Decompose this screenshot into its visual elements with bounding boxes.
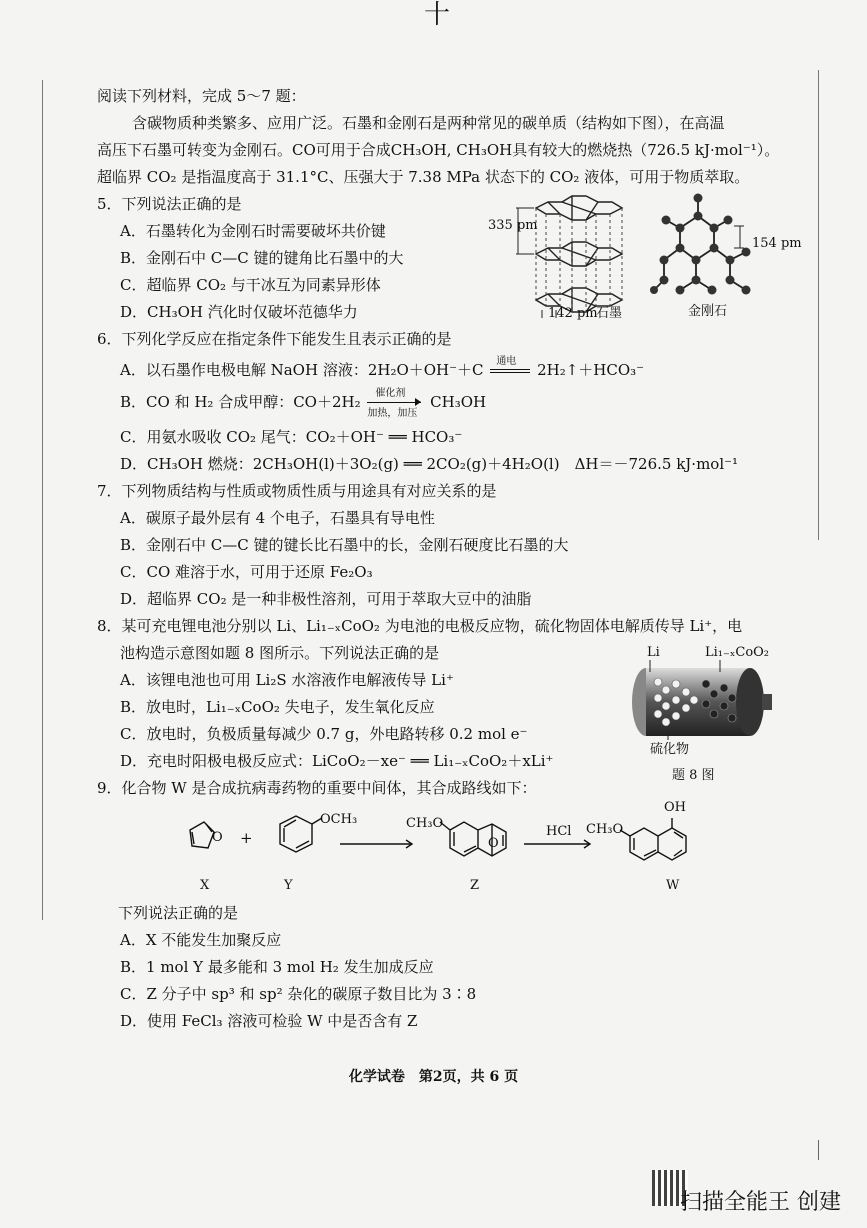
q6-a-arrow — [488, 356, 532, 380]
q5-option-d: D．CH₃OH 汽化时仅破坏范德华力 — [120, 303, 358, 321]
q9-sub-stem: 下列说法正确的是 — [118, 904, 239, 922]
q6-option-b — [120, 388, 487, 419]
q9-scheme-drawing — [180, 800, 720, 900]
intro-p3: 超临界 CO₂ 是指温度高于 31.1°C、压强大于 7.38 MPa 状态下的 CO₂ 液体，可用于物质萃取。 — [97, 168, 750, 186]
z-methoxy-label: CH₃O — [406, 816, 444, 831]
q6-a-products: 2H₂↑＋HCO₃⁻ — [537, 361, 645, 379]
w-methoxy-label: CH₃O — [586, 822, 624, 837]
battery-label-electrolyte: 硫化物 — [650, 742, 690, 757]
q9-option-d: D．使用 FeCl₃ 溶液可检验 W 中是否含有 Z — [120, 1012, 418, 1030]
q9-option-a: A．X 不能发生加聚反应 — [120, 931, 282, 949]
right-margin-rule — [818, 70, 819, 540]
anisole-ring — [280, 816, 312, 852]
intro-p2: 高压下石墨可转变为金刚石。CO可用于合成CH₃OH, CH₃OH具有较大的燃烧热（726.5 kJ·mol⁻¹）。 — [97, 141, 780, 159]
y-methoxy-label: OCH₃ — [320, 812, 358, 827]
q9-synthesis-scheme — [180, 800, 720, 900]
q6-option-c: C．用氨水吸收 CO₂ 尾气：CO₂＋OH⁻ ══ HCO₃⁻ — [120, 428, 463, 446]
q7-option-a: A．碳原子最外层有 4 个电子，石墨具有导电性 — [120, 509, 435, 527]
diamond-drawing — [650, 190, 760, 305]
right-margin-mark — [818, 1140, 819, 1160]
page-footer: 化学试卷 第2页，共 6 页 — [348, 1069, 519, 1085]
diamond-structure-figure — [650, 190, 760, 305]
q6-b-products: CH₃OH — [430, 393, 487, 411]
x-ring-oxygen: O — [212, 830, 223, 845]
q6-b-reactants: B．CO 和 H₂ 合成甲醇：CO＋2H₂ — [120, 393, 361, 411]
q8-option-c: C．放电时，负极质量每减少 0.7 g，外电路转移 0.2 mol e⁻ — [120, 725, 528, 743]
top-mark: 十 — [424, 0, 451, 30]
intro-p1: 含碳物质种类繁多、应用广泛。石墨和金刚石是两种常见的碳单质（结构如下图），在高温 — [132, 114, 725, 132]
q9-stem: 9．化合物 W 是合成抗病毒药物的重要中间体，其合成路线如下： — [97, 779, 537, 797]
battery-figure — [628, 660, 778, 740]
q6-option-d: D．CH₃OH 燃烧：2CH₃OH(l)＋3O₂(g) ══ 2CO₂(g)＋4H₂O(l) ΔH＝－726.5 kJ·mol⁻¹ — [120, 455, 739, 473]
w-hydroxy-label: OH — [664, 800, 686, 815]
q5-option-b: B．金刚石中 C—C 键的键角比石墨中的大 — [120, 249, 404, 267]
q9-option-b: B．1 mol Y 最多能和 3 mol H₂ 发生加成反应 — [120, 958, 434, 976]
q9-option-c: C．Z 分子中 sp³ 和 sp² 杂化的碳原子数目比为 3∶8 — [120, 985, 477, 1003]
q7-option-c: C．CO 难溶于水，可用于还原 Fe₂O₃ — [120, 563, 373, 581]
q8-option-a: A．该锂电池也可用 Li₂S 水溶液作电解液传导 Li⁺ — [120, 671, 454, 689]
diamond-bond-length: 154 pm — [752, 236, 802, 251]
scanner-watermark: 扫描全能王 创建 — [680, 1190, 841, 1215]
battery-drawing — [628, 660, 778, 740]
q6-stem: 6．下列化学反应在指定条件下能发生且表示正确的是 — [97, 330, 452, 348]
compound-w-label: W — [666, 878, 680, 893]
q8-stem-line2: 池构造示意图如题 8 图所示。下列说法正确的是 — [120, 644, 440, 662]
q6-a-reactants: A．以石墨作电极电解 NaOH 溶液：2H₂O＋OH⁻＋C — [120, 361, 484, 379]
z-bridge-oxygen: O — [488, 836, 499, 851]
diamond-caption: 金刚石 — [688, 304, 728, 319]
furan-ring — [190, 822, 214, 848]
q7-stem: 7．下列物质结构与性质或物质性质与用途具有对应关系的是 — [97, 482, 497, 500]
battery-figure-caption: 题 8 图 — [672, 768, 715, 783]
q5-stem: 5．下列说法正确的是 — [97, 195, 242, 213]
q8-option-d: D．充电时阳极电极反应式：LiCoO₂－xe⁻ ══ Li₁₋ₓCoO₂＋xLi⁺ — [120, 752, 554, 770]
scheme-reagent-hcl: HCl — [546, 824, 572, 839]
q6-b-condition-bottom: 加热，加压 — [367, 408, 418, 419]
q6-b-condition-top: 催化剂 — [375, 388, 406, 399]
compound-x-label: X — [200, 878, 210, 893]
q6-b-arrow — [365, 388, 425, 419]
scheme-plus: + — [240, 829, 253, 847]
q6-a-condition: 通电 — [496, 356, 517, 367]
graphite-bond-length: 142 pm — [548, 306, 598, 321]
battery-label-li: Li — [647, 645, 660, 660]
graphite-structure-figure — [486, 190, 646, 325]
compound-y-label: Y — [284, 878, 293, 893]
q5-option-c: C．超临界 CO₂ 与干冰互为同素异形体 — [120, 276, 381, 294]
w-ring-right — [658, 828, 686, 860]
q7-option-d: D．超临界 CO₂ 是一种非极性溶剂，可用于萃取大豆中的油脂 — [120, 590, 532, 608]
intro-lead: 阅读下列材料，完成 5～7 题： — [97, 87, 306, 105]
q5-option-a: A．石墨转化为金刚石时需要破坏共价键 — [120, 222, 386, 240]
q7-option-b: B．金刚石中 C—C 键的键长比石墨中的长，金刚石硬度比石墨的大 — [120, 536, 569, 554]
left-margin-rule — [42, 80, 43, 920]
q8-stem-line1: 8．某可充电锂电池分别以 Li、Li₁₋ₓCoO₂ 为电池的电极反应物，硫化物固体电解质传导 Li⁺，电 — [97, 617, 743, 635]
graphite-drawing — [486, 190, 646, 325]
compound-z-label: Z — [470, 878, 480, 893]
battery-label-cathode: Li₁₋ₓCoO₂ — [705, 645, 770, 660]
graphite-caption: 石墨 — [596, 306, 623, 321]
q8-option-b: B．放电时，Li₁₋ₓCoO₂ 失电子，发生氧化反应 — [120, 698, 435, 716]
q6-option-a — [120, 356, 645, 380]
graphite-interlayer-distance: 335 pm — [488, 218, 538, 233]
